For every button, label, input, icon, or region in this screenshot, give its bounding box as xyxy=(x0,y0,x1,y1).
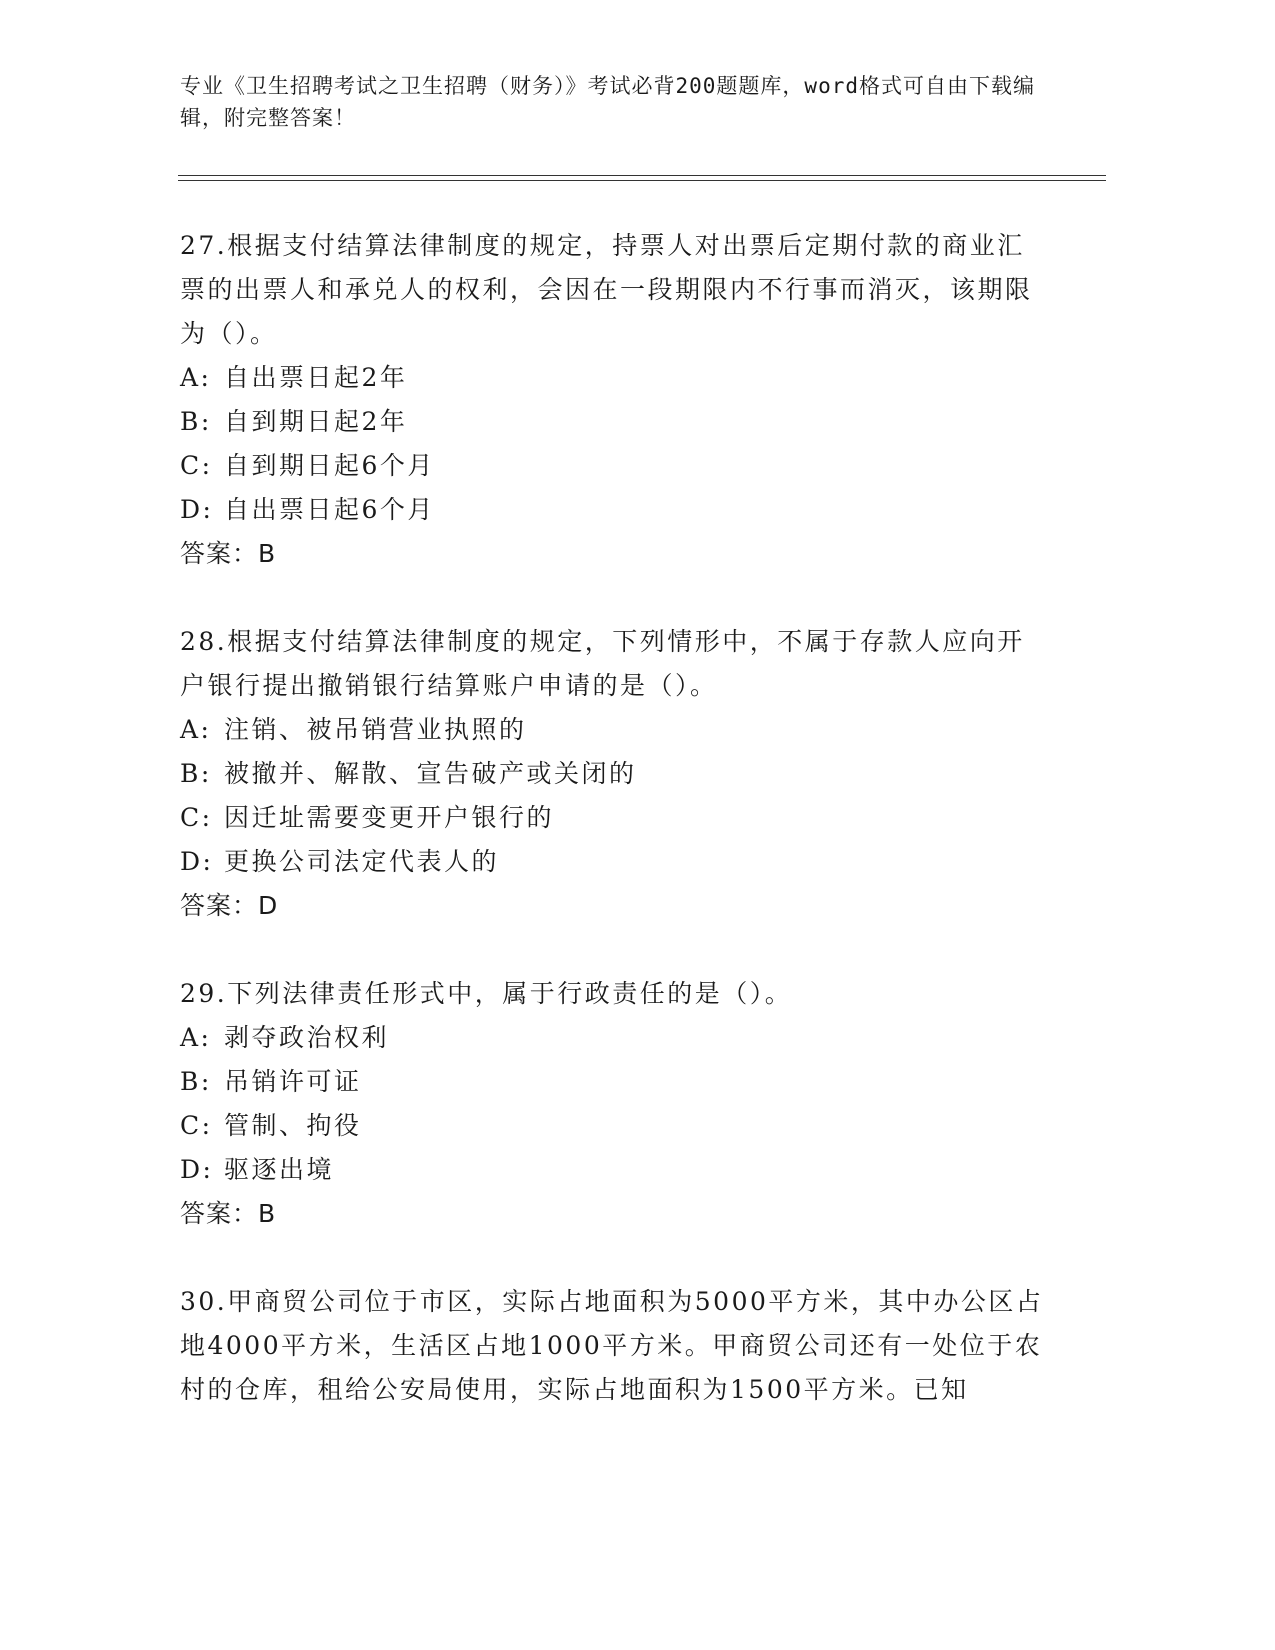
option-letter: C: xyxy=(180,1111,213,1140)
document-header: 专业《卫生招聘考试之卫生招聘（财务）》考试必背200题题库，word格式可自由下载编辑，附完整答案！ xyxy=(180,74,1035,130)
option-letter: A: xyxy=(180,363,212,392)
option-text: 被撤并、解散、宣告破产或关闭的 xyxy=(224,759,637,788)
option-text: 剥夺政治权利 xyxy=(224,1023,390,1052)
option-a xyxy=(180,356,1050,400)
answer-line: 答案：D xyxy=(180,891,279,920)
option-letter: D: xyxy=(180,847,214,876)
option-a xyxy=(180,1016,1050,1060)
option-text: 管制、拘役 xyxy=(224,1111,362,1140)
option-a xyxy=(180,708,1050,752)
option-text: 注销、被吊销营业执照的 xyxy=(224,715,527,744)
option-text: 驱逐出境 xyxy=(224,1155,335,1184)
option-text: 自到期日起6个月 xyxy=(224,451,435,480)
option-d xyxy=(180,488,1050,532)
option-letter: B: xyxy=(180,1067,212,1096)
option-text: 吊销许可证 xyxy=(224,1067,362,1096)
option-d xyxy=(180,840,1050,884)
option-b xyxy=(180,1060,1050,1104)
option-text: 因迁址需要变更开户银行的 xyxy=(224,803,555,832)
option-letter: D: xyxy=(180,495,214,524)
option-c xyxy=(180,1104,1050,1148)
option-text: 自出票日起6个月 xyxy=(224,495,435,524)
question-stem: 29.下列法律责任形式中，属于行政责任的是（）。 xyxy=(180,979,793,1008)
question-29 xyxy=(180,972,1050,1236)
answer-line: 答案：B xyxy=(180,539,277,568)
question-30 xyxy=(180,1280,1050,1412)
question-27 xyxy=(180,224,1050,576)
question-stem: 28.根据支付结算法律制度的规定，下列情形中，不属于存款人应向开户银行提出撤销银行结算账户申请的是（）。 xyxy=(180,627,1025,700)
option-c xyxy=(180,444,1050,488)
header-divider xyxy=(178,175,1106,181)
option-text: 更换公司法定代表人的 xyxy=(224,847,500,876)
option-d xyxy=(180,1148,1050,1192)
option-letter: A: xyxy=(180,715,212,744)
option-b xyxy=(180,752,1050,796)
question-28 xyxy=(180,620,1050,928)
option-b xyxy=(180,400,1050,444)
answer-line: 答案：B xyxy=(180,1199,277,1228)
option-text: 自出票日起2年 xyxy=(224,363,408,392)
option-c xyxy=(180,796,1050,840)
option-letter: C: xyxy=(180,451,213,480)
option-letter: B: xyxy=(180,407,212,436)
question-list xyxy=(180,224,1050,1456)
question-stem: 27.根据支付结算法律制度的规定，持票人对出票后定期付款的商业汇票的出票人和承兑人的权利，会因在一段期限内不行事而消灭，该期限为（）。 xyxy=(180,231,1033,348)
option-letter: B: xyxy=(180,759,212,788)
option-letter: D: xyxy=(180,1155,214,1184)
question-stem: 30.甲商贸公司位于市区，实际占地面积为5000平方米，其中办公区占地4000平方米，生活区占地1000平方米。甲商贸公司还有一处位于农村的仓库，租给公安局使用，实际占地面积为1500平方米。已知 xyxy=(180,1287,1044,1404)
option-text: 自到期日起2年 xyxy=(224,407,408,436)
option-letter: C: xyxy=(180,803,213,832)
option-letter: A: xyxy=(180,1023,212,1052)
